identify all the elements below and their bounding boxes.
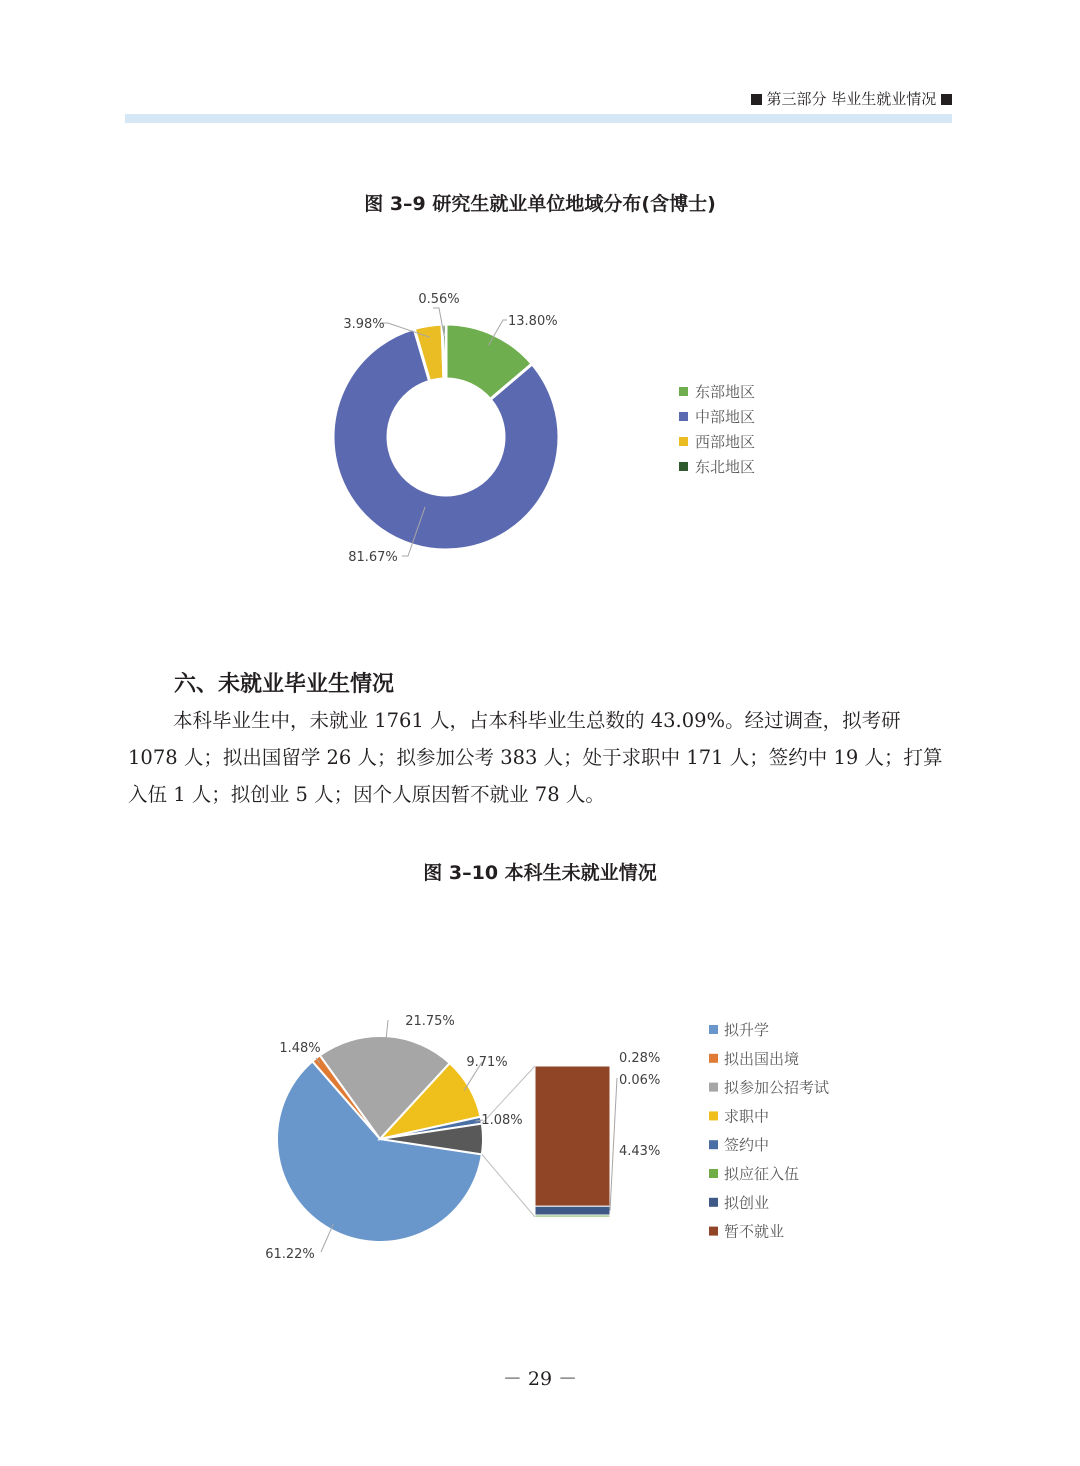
pie-legend-swatch-6 [709,1169,718,1178]
bar-segment-3 [535,1215,610,1217]
pie-data-label-5: 1.08% [481,1113,523,1128]
bar-segment-1 [535,1066,610,1206]
donut-legend-label-4: 东北地区 [695,458,756,476]
pie-legend-swatch-1 [709,1025,718,1034]
pie-legend-swatch-2 [709,1054,718,1063]
page-number: － 29 － [502,1368,578,1390]
pie-legend-swatch-3 [709,1083,718,1092]
donut-data-label-3: 3.98% [343,317,385,332]
donut-data-label-2: 81.67% [348,550,398,565]
pie-legend-label-3: 拟参加公招考试 [724,1078,830,1097]
header-section-title: 第三部分 毕业生就业情况 [766,90,937,108]
pie-legend-label-7: 拟创业 [724,1193,770,1212]
pie-legend-label-4: 求职中 [724,1107,770,1126]
pie-legend-swatch-8 [709,1227,718,1236]
bar-data-label-2: 0.06% [619,1073,661,1088]
pie-legend-swatch-7 [709,1198,718,1207]
pie-data-label-4: 9.71% [466,1055,508,1070]
donut-data-label-4: 0.56% [418,292,460,307]
pie-legend-label-1: 拟升学 [724,1021,770,1039]
pie-legend-label-2: 拟出国出境 [724,1049,800,1068]
bar-leader-line [610,1078,617,1211]
pie-data-label-1: 61.22% [265,1247,315,1262]
pie-data-label-3: 21.75% [405,1014,455,1029]
donut-legend-label-1: 东部地区 [695,383,756,401]
donut-legend-label-2: 中部地区 [695,408,756,426]
donut-legend-label-3: 西部地区 [695,433,756,451]
pie-legend-swatch-4 [709,1111,718,1120]
pie-data-label-2: 1.48% [279,1041,321,1056]
bar-data-label-3: 4.43% [619,1144,661,1159]
figure-3-10-title: 图 3–10 本科生未就业情况 [423,862,657,884]
figure-3-9-title: 图 3–9 研究生就业单位地域分布(含博士) [364,193,716,215]
bar-data-label-1: 0.28% [619,1051,661,1066]
bar-segment-2 [535,1206,610,1215]
section-paragraph: 本科毕业生中，未就业 1761 人，占本科毕业生总数的 43.09%。经过调查，拟考研 1078 人；拟出国留学 26 人；拟参加公考 383 人；处于求职中 171 人；签约中 19 人；打算入伍 1 人；拟创业 5 人；因个人原因暂不就业 78 人。 [128,709,943,806]
pie-legend-label-5: 签约中 [724,1136,770,1155]
connector-line-bottom [482,1154,535,1217]
pie-legend-label-8: 暂不就业 [724,1222,785,1241]
pie-legend-label-6: 拟应征入伍 [724,1165,800,1183]
donut-data-label-1: 13.80% [508,314,558,329]
pie-legend-swatch-5 [709,1140,718,1149]
section-heading: 六、未就业毕业生情况 [174,672,395,697]
